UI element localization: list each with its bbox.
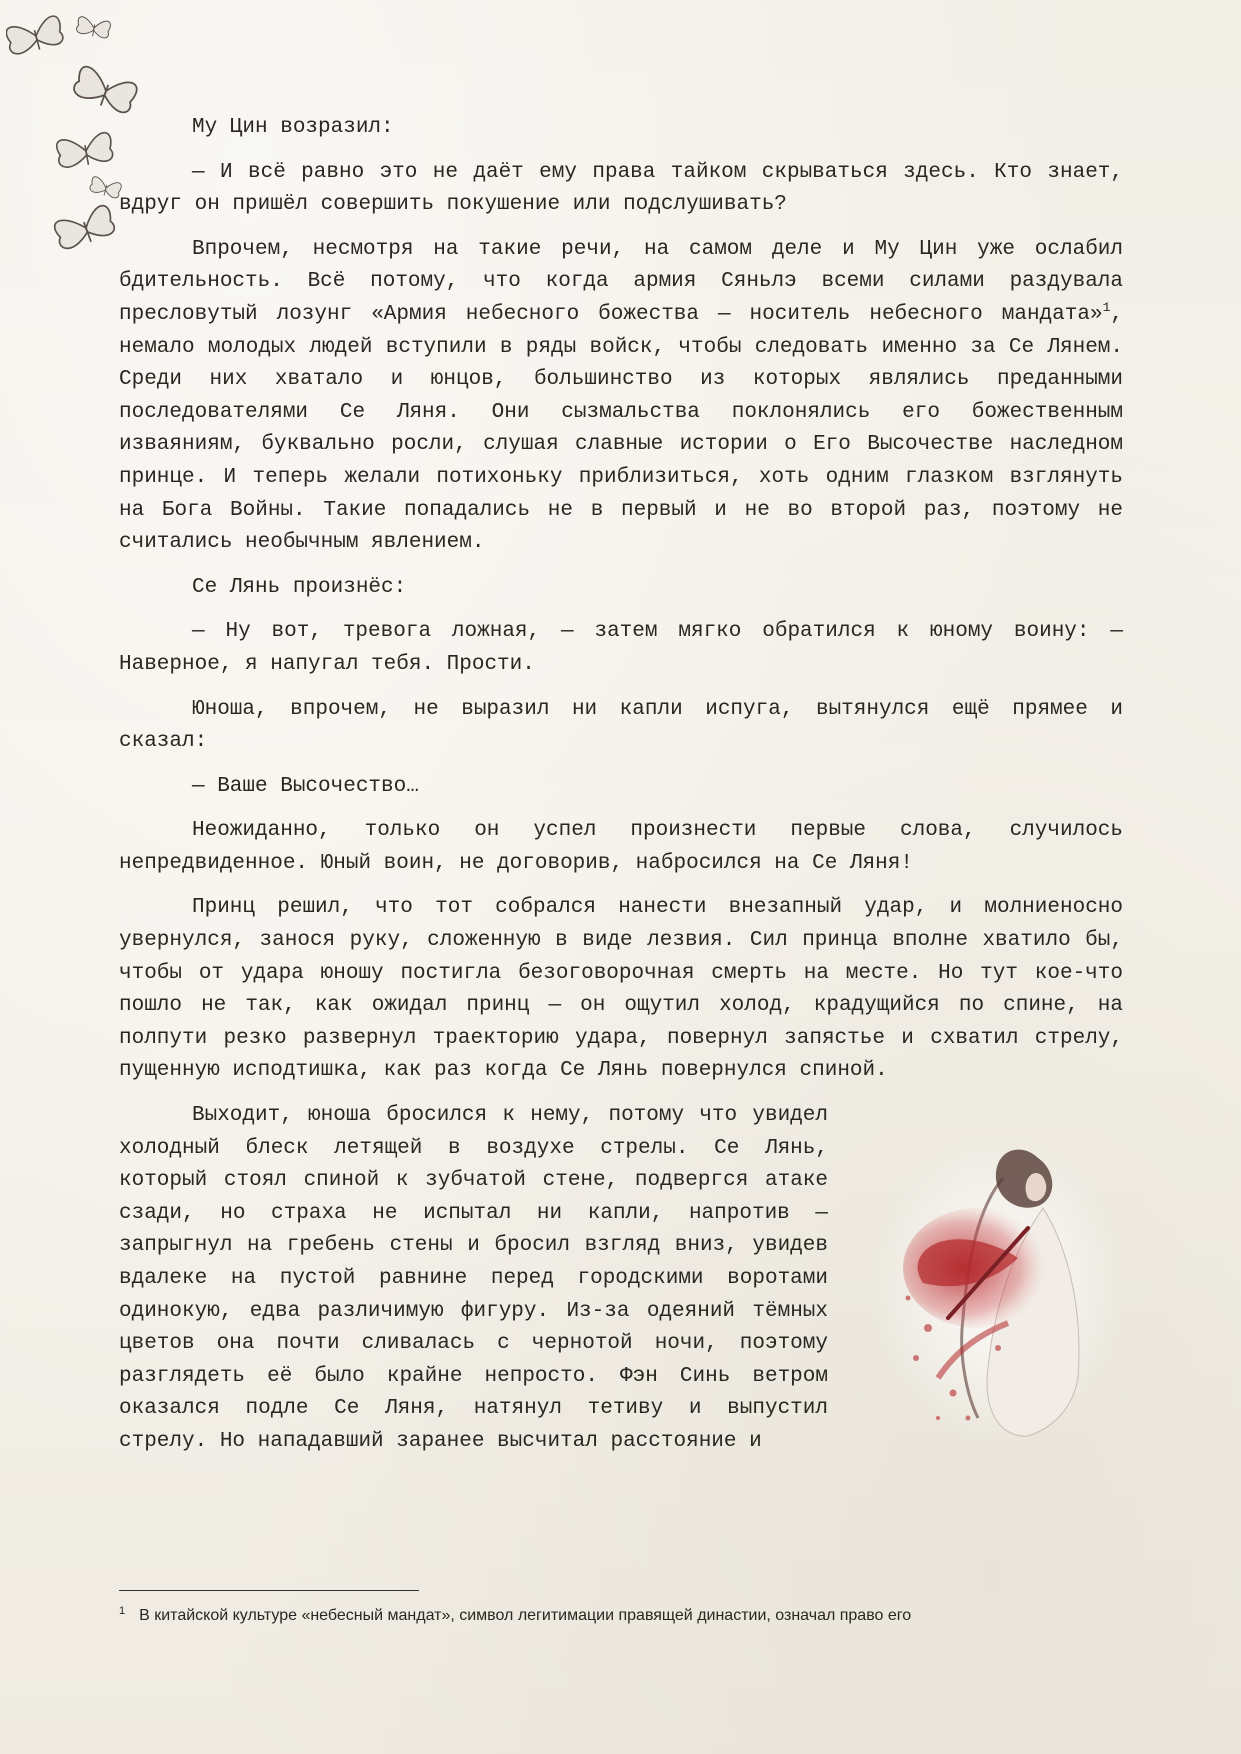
paragraph-text: Впрочем, несмотря на такие речи, на самом деле и Му Цин уже ослабил бдительность. Всё потому, что когда армия Сяньлэ всеми силами раздувала пресловутый лозунг «Армия небесного божества — носитель небесного мандата» xyxy=(119,237,1123,326)
footnote-divider xyxy=(119,1590,419,1591)
paragraph: Выходит, юноша бросился к нему, потому что увидел холодный блеск летящей в воздухе стрелы. Се Лянь, который стоял спиной к зубчатой стене, подвергся атаке сзади, но страха не испытал ни капли, напротив — запрыгнул на гребень стены и бросил взгляд вниз, увидев вдалеке на пустой равнине перед городскими воротами одинокую, едва различимую фигуру. Из-за одеяний тёмных цветов она почти сливалась с чернотой ночи, поэтому разглядеть её было крайне непросто. Фэн Синь ветром оказался подле Се Ляня, натянул тетиву и выпустил стрелу. Но нападавший заранее высчитал расстояние и xyxy=(119,1104,828,1453)
footnote-marker[interactable]: 1 xyxy=(1102,299,1111,315)
paragraph: Неожиданно, только он успел произнести первые слова, случилось непредвиденное. Юный воин, не договорив, набросился на Се Ляня! xyxy=(119,819,1123,875)
paragraph: Юноша, впрочем, не выразил ни капли испуга, вытянулся ещё прямее и сказал: xyxy=(119,697,1123,754)
main-text xyxy=(119,112,1123,1459)
paragraph: Му Цин возразил: xyxy=(192,116,394,139)
red-robed-figure-illustration xyxy=(868,1118,1123,1443)
paragraph: Принц решил, что тот собрался нанести внезапный удар, и молниеносно увернулся, занося руку, сложенную в виде лезвия. Сил принца вполне хватило бы, чтобы от удара юношу постигла безоговорочная смерть на месте. Но тут кое-что пошло не так, как ожидал принц — он ощутил холод, крадущийся по спине, на полпути резко развернул траекторию удара, повернул запястье и схватил стрелу, пущенную исподтишка, как раз когда Се Лянь повернулся спиной. xyxy=(119,896,1123,1083)
footnote xyxy=(119,1606,1123,1626)
paragraph: — Ваше Высочество… xyxy=(192,774,419,798)
paragraph: — И всё равно это не даёт ему права тайком скрываться здесь. Кто знает, вдруг он пришёл совершить покушение или подслушивать? xyxy=(119,160,1123,217)
paragraph-text: , немало молодых людей вступили в ряды войск, чтобы следовать именно за Се Лянем. Среди них хватало и юнцов, большинство из которых являлись преданными последователями Се Ляня. Они сызмальства поклонялись его божественным изваяниям, буквально росли, слушая славные истории о Его Высочестве наследном принце. И теперь желали потихоньку приблизиться, хоть одним глазком взглянуть на Бога Войны. Такие попадались не в первый и не во второй раз, поэтому не считались необычным явлением. xyxy=(119,302,1123,555)
paragraph: Се Лянь произнёс: xyxy=(192,575,407,599)
figure-wrap xyxy=(119,1100,1123,1459)
footnote-text: В китайской культуре «небесный мандат», символ легитимации правящей династии, означал право его xyxy=(139,1607,912,1624)
paragraph xyxy=(119,234,1123,560)
footnote-number: 1 xyxy=(119,1606,126,1617)
paragraph: — Ну вот, тревога ложная, — затем мягко обратился к юному воину: — Наверное, я напугал тебя. Прости. xyxy=(119,620,1123,676)
